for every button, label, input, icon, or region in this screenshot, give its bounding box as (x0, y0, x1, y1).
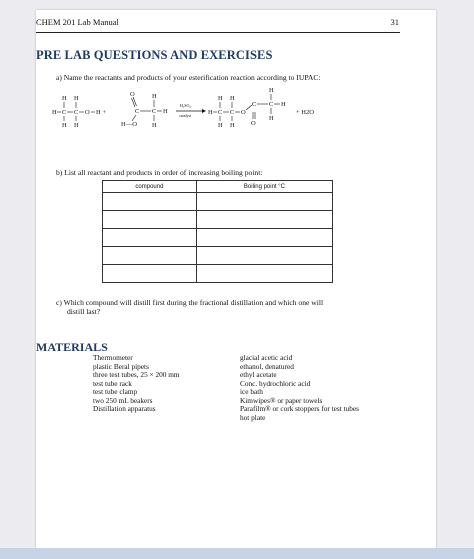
list-item: test tube clamp (93, 387, 138, 396)
svg-text:H: H (269, 115, 274, 122)
ethyl-acetate-structure (208, 87, 286, 129)
svg-text:C: C (152, 108, 157, 115)
table-row (103, 265, 333, 283)
svg-text:H: H (269, 87, 274, 94)
reaction-arrow (176, 103, 206, 118)
boiling-point-cell[interactable] (196, 229, 332, 247)
water-product: + H2O (296, 109, 314, 116)
svg-text:O: O (130, 91, 135, 98)
svg-text:C: C (135, 108, 140, 115)
svg-text:catalyst: catalyst (179, 113, 192, 118)
list-item: test tube rack (93, 378, 132, 388)
svg-text:H: H (152, 122, 157, 129)
svg-text:C: C (252, 101, 257, 108)
svg-text:H: H (163, 108, 168, 115)
question-c (56, 298, 323, 316)
ethanol-structure (52, 95, 106, 129)
svg-text:O: O (251, 120, 256, 127)
svg-text:H: H (74, 122, 79, 129)
svg-text:H: H (208, 109, 213, 116)
boiling-point-cell[interactable] (196, 247, 332, 265)
list-item: hot plate (240, 412, 266, 422)
table-row (103, 229, 333, 247)
svg-text:H: H (218, 122, 223, 129)
svg-text:C: C (218, 109, 223, 116)
list-item: ethanol, denatured (240, 361, 294, 371)
list-item: two 250 mL beakers (93, 395, 153, 405)
svg-text:H: H (74, 95, 79, 102)
list-item: Kimwipes® or paper towels (240, 395, 323, 405)
list-item: three test tubes, 25 × 200 mm (93, 370, 180, 379)
svg-text:C: C (62, 109, 67, 116)
materials-right-list (240, 354, 359, 422)
compound-cell[interactable] (103, 247, 197, 265)
table-row (103, 211, 333, 229)
list-item: Parafilm® or cork stoppers for test tubes (240, 404, 360, 413)
column-boiling-point: Boiling point °C (196, 181, 332, 193)
svg-text:H +: H + (96, 109, 106, 116)
page-header (36, 17, 399, 27)
header-rule (36, 32, 400, 33)
svg-text:H: H (62, 122, 67, 129)
list-item: Conc. hydrochloric acid (240, 378, 311, 388)
compound-cell[interactable] (103, 211, 197, 229)
boiling-point-cell[interactable] (196, 193, 332, 211)
header-title: CHEM 201 Lab Manual (36, 17, 119, 27)
svg-text:H: H (62, 95, 67, 102)
acetic-acid-structure (121, 91, 168, 129)
question-c-line2: distill last? (67, 307, 101, 316)
table-header-row (103, 181, 333, 193)
boiling-point-cell[interactable] (196, 265, 332, 283)
list-item: Distillation apparatus (93, 404, 156, 413)
question-b: b) List all reactant and products in order of increasing boiling point: (56, 168, 263, 177)
boiling-point-cell[interactable] (196, 211, 332, 229)
compound-cell[interactable] (103, 229, 197, 247)
compound-cell[interactable] (103, 193, 197, 211)
svg-text:H: H (230, 95, 235, 102)
svg-text:H: H (52, 109, 57, 116)
compound-cell[interactable] (103, 265, 197, 283)
list-item: glacial acetic acid (240, 353, 293, 362)
section-title: PRE LAB QUESTIONS AND EXERCISES (36, 48, 273, 62)
svg-text:C: C (74, 109, 79, 116)
table-row (103, 193, 333, 211)
svg-text:O: O (241, 109, 246, 116)
svg-text:O: O (85, 109, 90, 116)
svg-text:H: H (152, 93, 157, 100)
svg-text:C: C (230, 109, 235, 116)
list-item: Thermometer (93, 353, 133, 362)
materials-title: MATERIALS (36, 340, 108, 354)
svg-text:H: H (230, 122, 235, 129)
svg-text:H: H (281, 101, 286, 108)
column-compound: compound (103, 181, 197, 193)
materials-left-list (93, 354, 180, 414)
list-item: ice bath (240, 387, 263, 396)
list-item: ethyl acetate (240, 370, 277, 379)
question-a: a) Name the reactants and products of your esterification reaction according to IUPAC: (56, 73, 321, 82)
esterification-reaction-diagram (52, 86, 352, 146)
page-bottom-band (0, 548, 474, 559)
svg-text:C: C (269, 101, 274, 108)
svg-text:H—O: H—O (121, 121, 137, 128)
svg-text:H: H (218, 95, 223, 102)
boiling-point-table (102, 180, 333, 283)
svg-text:H₂SO₄: H₂SO₄ (180, 103, 191, 108)
question-c-line1: c) Which compound will distill first during the fractional distillation and which one will (56, 298, 324, 307)
table-row (103, 247, 333, 265)
list-item: plastic Beral pipets (93, 361, 149, 371)
page-number: 31 (390, 17, 399, 27)
